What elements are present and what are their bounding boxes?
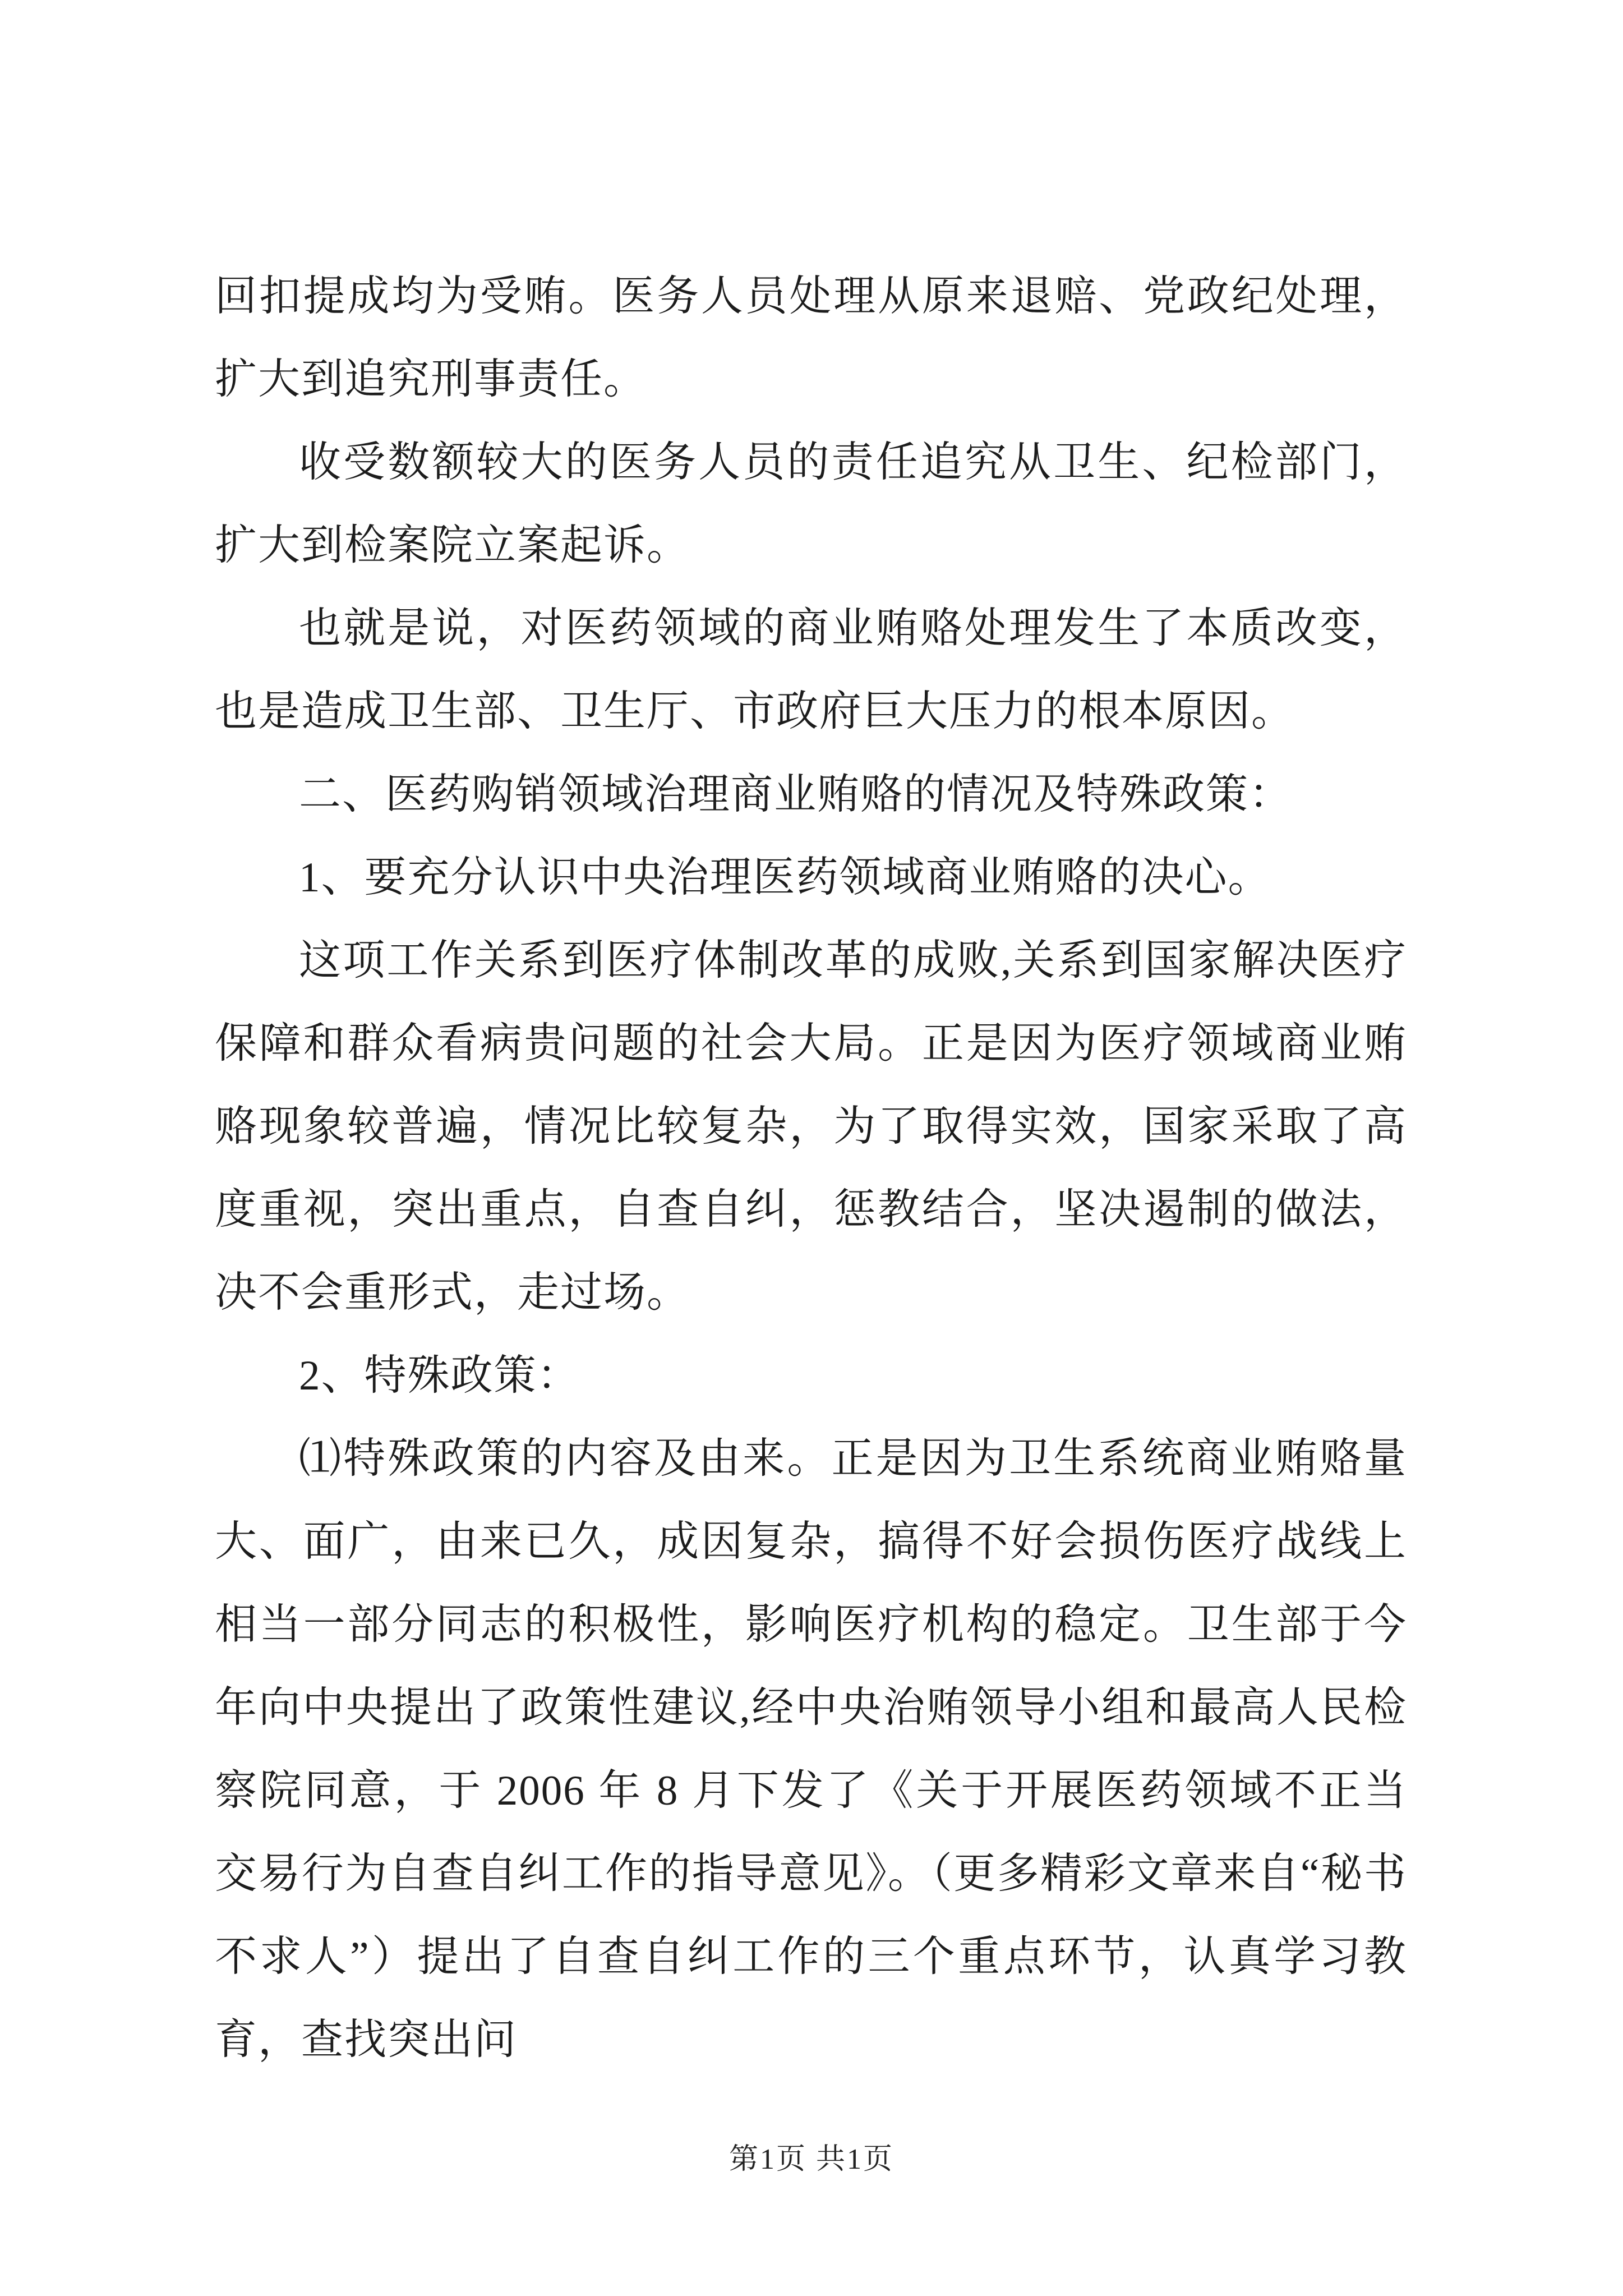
- paragraph: 1、要充分认识中央治理医药领域商业贿赂的决心。: [299, 854, 1271, 901]
- page-number-label: 第1页 共1页: [728, 2143, 894, 2175]
- document-body: [215, 255, 1407, 2082]
- paragraph: 回扣提成均为受贿。医务人员处理从原来退赔、党政纪处理，扩大到追究刑事责任。: [215, 273, 1407, 403]
- paragraph: 这项工作关系到医疗体制改革的成败,关系到国家解决医疗保障和群众看病贵问题的社会大局。正是因为医疗领域商业贿赂现象较普遍，情况比较复杂，为了取得实效，国家采取了高度重视，突出重点，自查自纠，惩教结合，坚决遏制的做法，决不会重形式，走过场。: [215, 937, 1407, 1316]
- paragraph: 也就是说，对医药领域的商业贿赂处理发生了本质改变，也是造成卫生部、卫生厅、市政府巨大压力的根本原因。: [215, 605, 1407, 735]
- paragraph: 2、特殊政策：: [299, 1352, 580, 1399]
- paragraph: ⑴特殊政策的内容及由来。正是因为卫生系统商业贿赂量大、面广，由来已久，成因复杂，搞得不好会损伤医疗战线上相当一部分同志的积极性，影响医疗机构的稳定。卫生部于今年向中央提出了政策性建议,经中央治贿领导小组和最高人民检察院同意，于 2006 年 8 月下发了《关于开展医药领域不正当交易行为自查自纠工作的指导意见》。（更多精彩文章来自“秘书不求人”）提出了自查自纠工作的三个重点环节，认真学习教育，查找突出问: [215, 1435, 1407, 2063]
- paragraph: 收受数额较大的医务人员的责任追究从卫生、纪检部门，扩大到检案院立案起诉。: [215, 439, 1407, 569]
- paragraph: 二、医药购销领域治理商业贿赂的情况及特殊政策：: [299, 771, 1293, 818]
- page-footer: [0, 2135, 1623, 2177]
